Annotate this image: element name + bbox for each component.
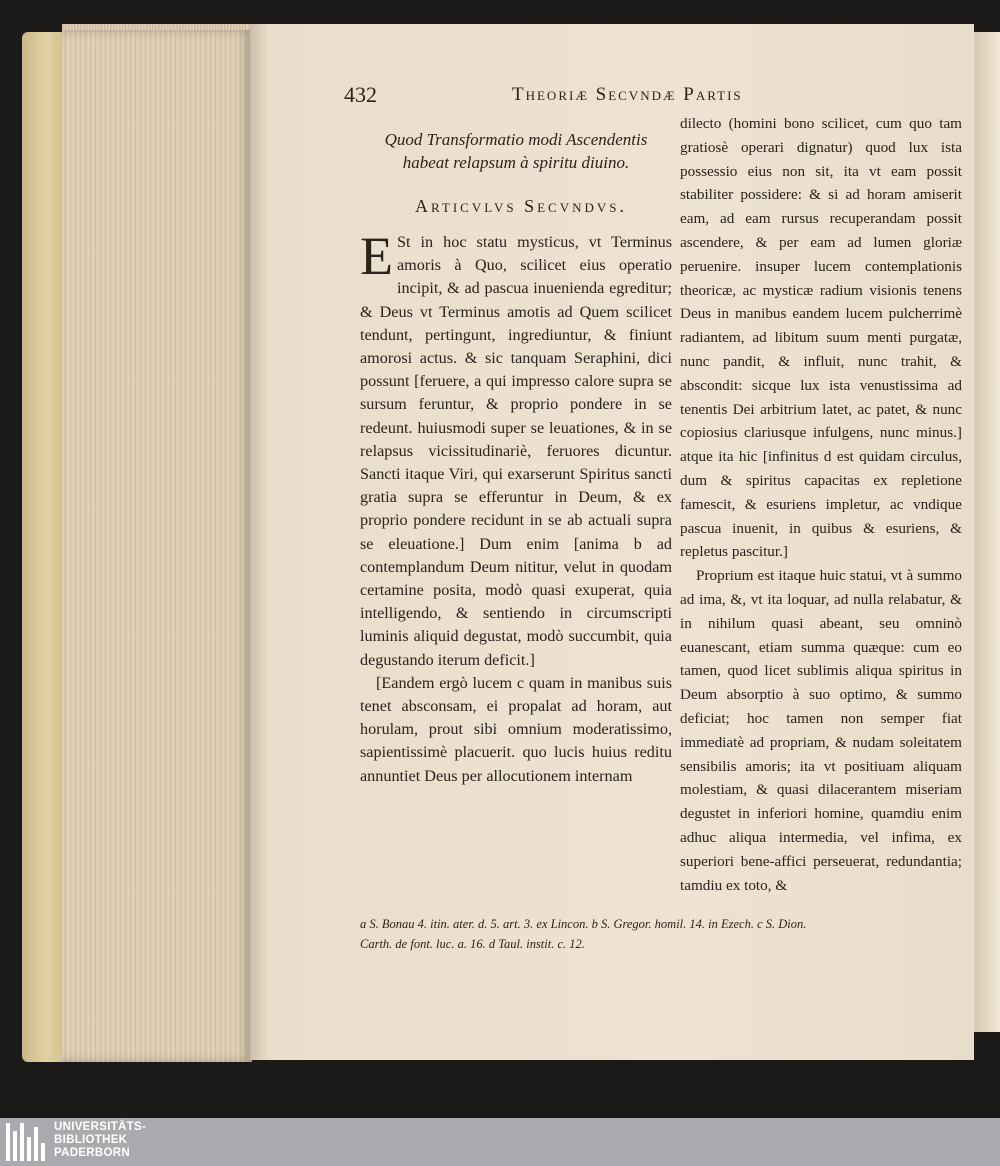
page-number: 432 bbox=[344, 82, 377, 107]
library-name-line-3: PADERBORN bbox=[54, 1147, 130, 1159]
footnote-line-2: Carth. de font. luc. a. 16. d Taul. instit. c. 12. bbox=[360, 937, 585, 951]
footnotes bbox=[360, 914, 960, 954]
library-name-line-2: BIBLIOTHEK bbox=[54, 1134, 128, 1146]
right-column bbox=[680, 112, 962, 897]
right-paragraph-1: dilecto (homini bono scilicet, cum quo tam gratiosè operari dignatur) quod lux ista possessio eius non sit, ita vt eam possit stabiliter possidere: & si ad horam amiserit eam, ad eam rursus recuperandam possit ascendere, & per eam ad lumen gloriæ peruenire. insuper lucem contemplationis theoricæ, ac mysticæ radium visionis tenens Deus in manibus eandem lucem pulcherrimè radiantem, ad libitum suum menti purgatæ, nunc pandit, & influit, nunc trahit, & abscondit: sicque lux ista venustissima ad tenentis Dei arbitrium latet, ac patet, & nunc copiosius clariusque infulgens, nunc minus.] atque ita hic [infinitus d est quidam circulus, dum & spiritus capacitas ex repletione famescit, & esuriens impletur, ac vndique pascua inuenit, in quibus & esuriens, & repletus pascitur.] bbox=[680, 115, 962, 561]
dropcap: E bbox=[360, 226, 393, 286]
page-stack-edges bbox=[62, 30, 252, 1062]
section-heading: Quod Transformatio modi Ascendentis habeat relapsum à spiritu diuino. bbox=[384, 130, 648, 172]
left-paragraph-1-text: St in hoc statu mysticus, vt Terminus amoris à Quo, scilicet eius operatio incipit, & ad pascua inuenienda egreditur; & Deus vt Terminus amotis ad Quem scilicet tendunt, pertingunt, ingrediuntur, & finiunt amorosi actus. & sic tanquam Seraphini, dici possunt [feruere, a qui impresso calore supra se sursum feruntur, & proprio pondere in se redeunt. huiusmodi super se leuationes, & in se relapsus vicissitudinariè, feruores dicuntur. Sancti itaque Viri, qui exarserunt Spiritus sancti gratia supra se efferuntur in Deum, & ex proprio pondere recidunt in se ab actuali supra se eleuatione.] Dum enim [anima b ad contemplandum Deum nititur, velut in quodam certamine posita, modò quasi exuperat, quia intelligendo, & sentiendo in circumscripti luminis aliquid degustat, modò succumbit, quia degustando iterum deficit.] bbox=[360, 233, 672, 669]
left-paragraph-1 bbox=[360, 226, 672, 672]
library-logo-icon bbox=[6, 1123, 46, 1161]
running-title: Theoriæ Secvndæ Partis bbox=[512, 84, 743, 105]
left-column bbox=[360, 128, 672, 788]
footnote-line-1: a S. Bonau 4. itin. ater. d. 5. art. 3. ex Lincon. b S. Gregor. homil. 14. in Ezech. c S. Dion. bbox=[360, 917, 807, 931]
left-paragraph-2: [Eandem ergò lucem c quam in manibus suis tenet absconsam, ei propalat ad horam, aut horulam, prout sibi omnium moderatissimo, sapientissimè placuerit. quo lucis huius reditu annuntiet Deus per allocutionem internam bbox=[360, 673, 672, 785]
library-logo-text bbox=[54, 1121, 146, 1160]
right-page-edge bbox=[974, 32, 1000, 1032]
right-paragraph-2: Proprium est itaque huic statui, vt à summo ad ima, &, vt ita loquar, ad nulla relabatur, & in nihilum quasi abeant, seu omninò euanescant, etiam summa quæque: cum eo tamen, quod licet sublimis aliqua spiritus in Deum absorptio à suo optimo, & summo deficiat; hoc tamen non semper fiat immediatè ad propriam, & nudam soleitatem sensibilis amoris; ita vt positiuam aliquam molestiam, & quasi dilacerantem miseriam degustet in inferiori homine, quamdiu enim adhuc aliqua intermedia, vel infima, ex superiori bene-affici perseuerat, redundantia; tamdiu ex toto, & bbox=[680, 567, 962, 894]
library-footer-bar bbox=[0, 1118, 1000, 1166]
library-name-line-1: UNIVERSITÄTS- bbox=[54, 1121, 147, 1133]
article-title: Articvlvs Secvndvs. bbox=[415, 196, 627, 216]
